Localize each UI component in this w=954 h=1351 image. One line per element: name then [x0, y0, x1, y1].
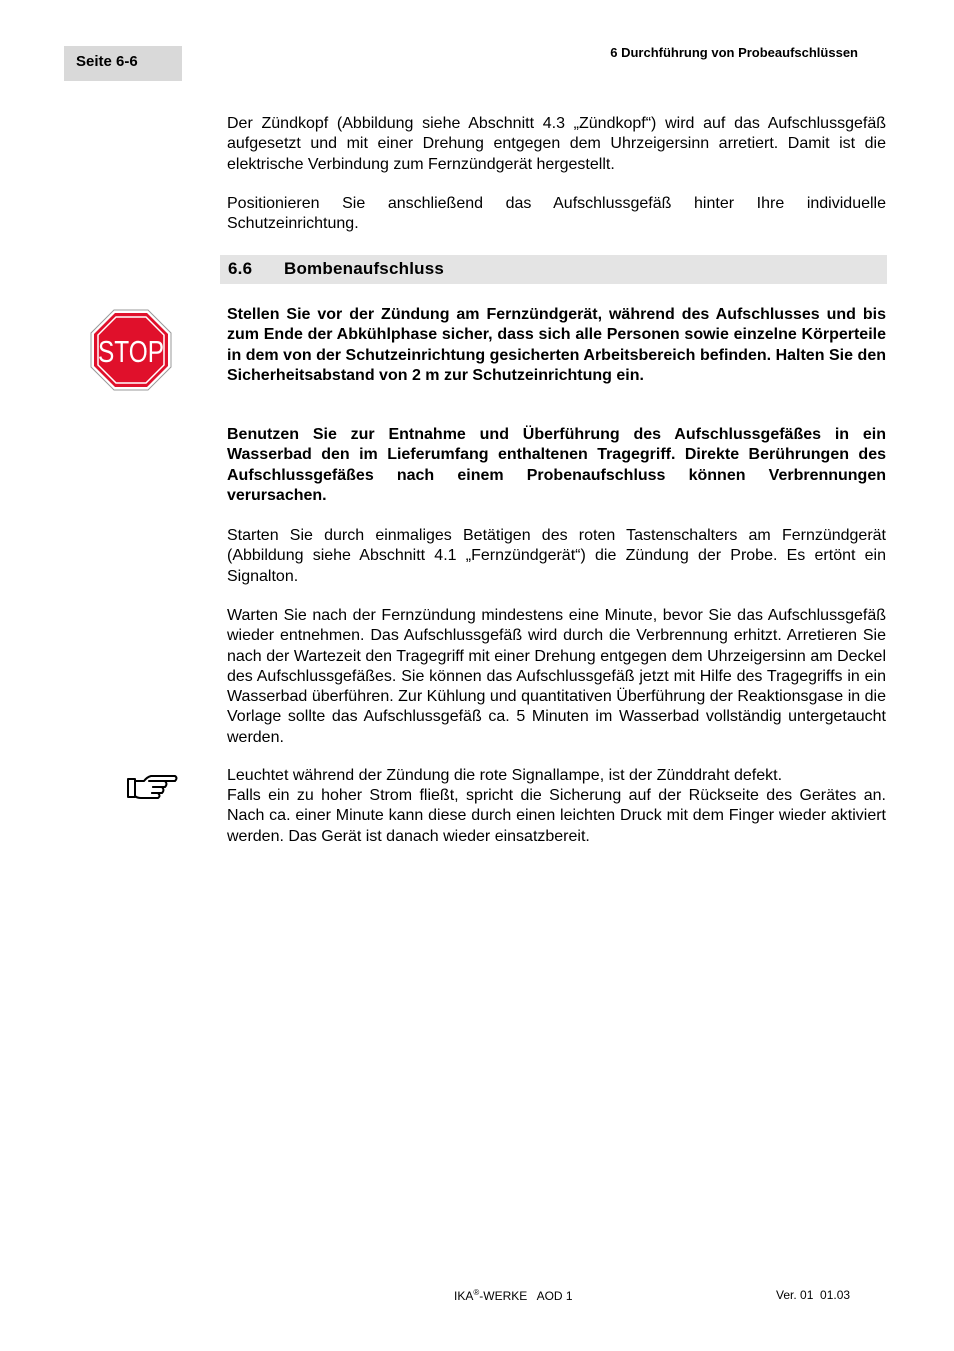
- page-number-label: Seite 6-6: [64, 46, 182, 81]
- section-number: 6.6: [228, 259, 253, 278]
- note-line-2: Falls ein zu hoher Strom fließt, spricht die Sicherung auf der Rückseite des Gerätes an. Nach ca. einer Minute kann diese durch einen leichten Druck mit dem Finger wieder aktiviert werden. Das Gerät ist danach wieder einsatzbereit.: [227, 787, 886, 845]
- intro-paragraph-1: Der Zündkopf (Abbildung siehe Abschnitt 4.3 „Zündkopf“) wird auf das Aufschlussgefäß aufgesetzt und mit einer Drehung entgegen dem Uhrzeigersinn arretiert. Damit ist die elektrische Verbindung zum Fernzündgerät hergestellt.: [227, 115, 886, 173]
- intro-paragraph-2: Positionieren Sie anschließend das Aufschlussgefäß hinter Ihre individuelle Schutzeinrichtung.: [227, 195, 886, 233]
- pointing-hand-icon: [125, 772, 179, 802]
- registered-mark: ®: [473, 1288, 480, 1297]
- note-line-1: Leuchtet während der Zündung die rote Signallampe, ist der Zünddraht defekt.: [227, 767, 783, 784]
- stop-sign-icon: [90, 309, 172, 391]
- warning-paragraph-2: Benutzen Sie zur Entnahme und Überführung des Aufschlussgefäßes in ein Wasserbad den im Lieferumfang enthaltenen Tragegriff. Direkte Berührungen des Aufschlussgefäßes nach einem Probenaufschluss können Verbrennungen verursachen.: [227, 426, 886, 504]
- footer-brand-rest: -WERKE AOD 1: [479, 1289, 573, 1303]
- footer-version: Ver. 01 01.03: [776, 1288, 851, 1302]
- section-title: Bombenaufschluss: [284, 259, 445, 278]
- body-paragraph-2: Warten Sie nach der Fernzündung mindestens eine Minute, bevor Sie das Aufschlussgefäß wieder entnehmen. Das Aufschlussgefäß wird durch die Verbrennung erhitzt. Arretieren Sie nach der Wartezeit den Tragegriff mit einer Drehung entgegen dem Uhrzeigersinn am Deckel des Aufschlussgefäßes. Sie können das Aufschlussgefäß jetzt mit Hilfe des Tragegriffs in ein Wasserbad überführen. Zur Kühlung und quantitativen Überführung der Reaktionsgase in die Vorlage sollte das Aufschlussgefäß ca. 5 Minuten im Wasserbad vollständig untergetaucht werden.: [227, 607, 886, 746]
- footer-brand-name: IKA: [454, 1289, 474, 1303]
- footer-brand: [454, 1288, 573, 1303]
- stop-sign-text: STOP: [98, 334, 164, 369]
- body-paragraph-1: Starten Sie durch einmaliges Betätigen des roten Tastenschalters am Fernzündgerät (Abbildung siehe Abschnitt 4.1 „Fernzündgerät“) die Zündung der Probe. Es ertönt ein Signalton.: [227, 527, 886, 585]
- chapter-title: 6 Durchführung von Probeaufschlüssen: [610, 45, 858, 60]
- warning-paragraph-1: Stellen Sie vor der Zündung am Fernzündgerät, während des Aufschlusses und bis zum Ende der Abkühlphase sicher, dass sich alle Personen sowie einzelne Körperteile in dem von der Schutzeinrichtung gesicherten Arbeitsbereich befinden. Halten Sie den Sicherheitsabstand von 2 m zur Schutzeinrichtung ein.: [227, 306, 886, 384]
- section-heading: [220, 255, 887, 284]
